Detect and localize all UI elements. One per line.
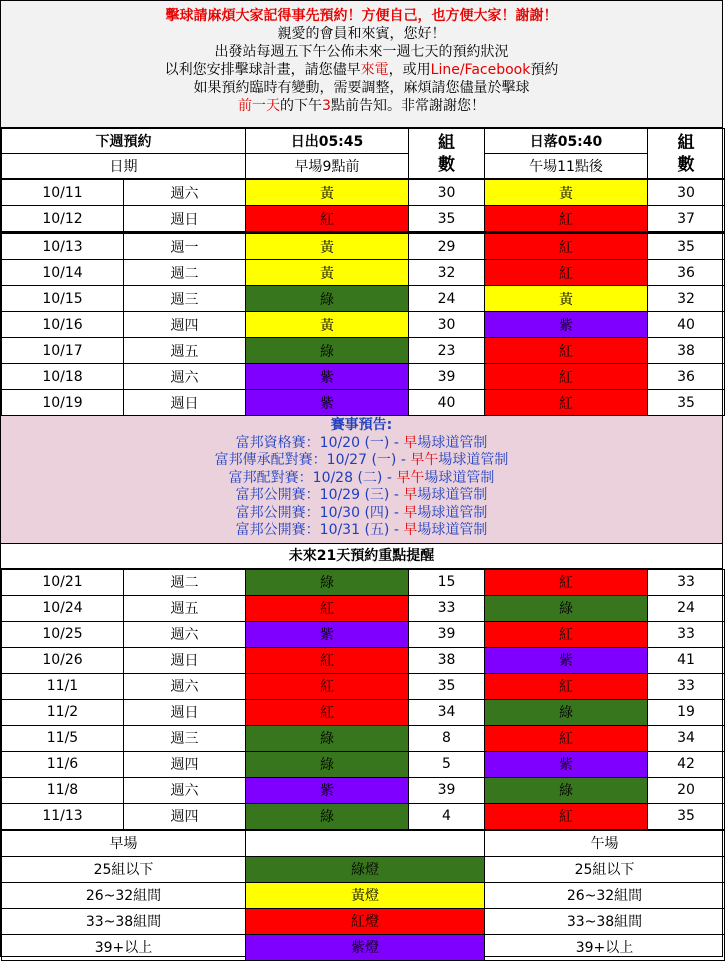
early-status-cell: 紅	[246, 595, 409, 621]
weekday-cell: 週四	[124, 803, 246, 829]
legend-am-range: 39+以上	[2, 934, 246, 960]
event-session: 早	[403, 522, 418, 538]
early-groups-cell: 40	[409, 390, 485, 416]
table-row	[2, 180, 725, 206]
table-row	[2, 569, 725, 595]
legend-am-title: 早場	[2, 830, 246, 856]
events-panel	[1, 416, 722, 544]
early-groups-cell: 34	[409, 699, 485, 725]
weekday-cell: 週一	[124, 233, 246, 260]
legend-pm-title: 午場	[485, 830, 725, 856]
weekday-cell: 週六	[124, 364, 246, 390]
notice-line-6	[1, 97, 722, 115]
late-status-cell: 黃	[485, 180, 648, 206]
legend-pm-range: 39+以上	[485, 934, 725, 960]
early-groups-cell: 29	[409, 233, 485, 260]
sunrise-label: 日出05:45	[246, 129, 409, 154]
date-cell: 10/14	[2, 260, 124, 286]
notice-highlight: 3	[322, 98, 331, 114]
late-groups-cell: 42	[648, 751, 725, 777]
late-groups-cell: 35	[648, 390, 725, 416]
event-session: 早	[403, 487, 418, 503]
event-session: 早	[403, 434, 418, 451]
legend-color-label: 紫燈	[246, 934, 485, 960]
late-groups-cell: 36	[648, 260, 725, 286]
event-item	[1, 435, 722, 453]
table-row	[2, 673, 725, 699]
late-status-cell: 紅	[485, 673, 648, 699]
future-table	[1, 569, 725, 830]
late-status-cell: 紅	[485, 803, 648, 829]
early-groups-cell: 30	[409, 180, 485, 206]
early-status-cell: 黃	[246, 180, 409, 206]
weekday-cell: 週五	[124, 595, 246, 621]
notice-text: 點前告知。非常謝謝您！	[330, 98, 485, 114]
weekday-cell: 週日	[124, 647, 246, 673]
early-status-cell: 紅	[246, 206, 409, 233]
legend-am-range: 33~38組間	[2, 908, 246, 934]
early-status-cell: 紫	[246, 364, 409, 390]
early-status-cell: 黃	[246, 260, 409, 286]
date-cell: 11/8	[2, 777, 124, 803]
late-status-cell: 紫	[485, 647, 648, 673]
notice-line-3: 出發站每週五下午公佈未來一週七天的預約狀況	[214, 44, 509, 60]
event-item	[1, 452, 722, 470]
event-item	[1, 487, 722, 505]
late-status-cell: 紅	[485, 233, 648, 260]
weekday-cell: 週二	[124, 260, 246, 286]
early-groups-cell: 32	[409, 260, 485, 286]
late-status-cell: 紅	[485, 621, 648, 647]
next-week-label: 下週預約	[2, 129, 246, 154]
weekday-cell: 週三	[124, 725, 246, 751]
early-status-cell: 紫	[246, 390, 409, 416]
late-groups-cell: 37	[648, 206, 725, 233]
weekday-cell: 週六	[124, 180, 246, 206]
late-groups-cell: 34	[648, 725, 725, 751]
table-row	[2, 286, 725, 312]
late-status-cell: 紫	[485, 751, 648, 777]
notice-text: 的下午	[280, 98, 323, 114]
early-status-cell: 黃	[246, 233, 409, 260]
notice-text: 預約	[530, 62, 559, 78]
legend-am-range: 26~32組間	[2, 882, 246, 908]
date-cell: 11/5	[2, 725, 124, 751]
late-status-cell: 黃	[485, 286, 648, 312]
week-header	[1, 128, 725, 179]
early-status-cell: 綠	[246, 803, 409, 829]
date-cell: 10/21	[2, 569, 124, 595]
late-status-cell: 紫	[485, 312, 648, 338]
early-groups-cell: 15	[409, 569, 485, 595]
legend-row	[2, 882, 725, 908]
late-status-cell: 紅	[485, 206, 648, 233]
table-row	[2, 206, 725, 233]
early-status-cell: 綠	[246, 569, 409, 595]
event-session: 早午	[410, 452, 439, 468]
event-rest: 場球道管制	[438, 452, 509, 468]
notice-line-4	[1, 61, 722, 79]
late-groups-cell: 30	[648, 180, 725, 206]
weekday-cell: 週六	[124, 777, 246, 803]
early-groups-cell: 39	[409, 777, 485, 803]
event-item	[1, 522, 722, 540]
early-groups-cell: 39	[409, 364, 485, 390]
table-row	[2, 751, 725, 777]
legend-pm-range: 26~32組間	[485, 882, 725, 908]
event-rest: 場球道管制	[417, 434, 488, 451]
date-cell: 10/12	[2, 206, 124, 233]
early-groups-cell: 33	[409, 595, 485, 621]
event-rest: 場球道管制	[424, 469, 495, 486]
early-session-label: 早場9點前	[246, 154, 409, 179]
late-groups-cell: 38	[648, 338, 725, 364]
legend-row	[2, 934, 725, 960]
table-row	[2, 390, 725, 416]
date-cell: 10/26	[2, 647, 124, 673]
table-row	[2, 364, 725, 390]
date-label: 日期	[2, 154, 246, 179]
legend-table	[1, 830, 725, 961]
legend-pm-range: 33~38組間	[485, 908, 725, 934]
table-row	[2, 699, 725, 725]
early-status-cell: 綠	[246, 286, 409, 312]
events-title: 賽事預告:	[330, 417, 393, 433]
date-cell: 11/2	[2, 699, 124, 725]
date-cell: 10/18	[2, 364, 124, 390]
weekday-cell: 週四	[124, 312, 246, 338]
date-cell: 10/19	[2, 390, 124, 416]
late-status-cell: 紅	[485, 725, 648, 751]
notice-highlight: Line/Facebook	[430, 62, 531, 78]
event-session: 早	[403, 504, 418, 521]
event-item	[1, 505, 722, 523]
early-groups-cell: 30	[409, 312, 485, 338]
late-status-cell: 綠	[485, 777, 648, 803]
date-cell: 11/6	[2, 751, 124, 777]
date-cell: 10/11	[2, 180, 124, 206]
early-groups-cell: 24	[409, 286, 485, 312]
late-status-cell: 紅	[485, 569, 648, 595]
table-row	[2, 233, 725, 260]
late-groups-cell: 20	[648, 777, 725, 803]
groups-header-pm	[648, 129, 725, 179]
late-session-label: 午場11點後	[485, 154, 648, 179]
event-name: 富邦資格賽：10/20 (一) -	[235, 434, 404, 451]
early-status-cell: 紅	[246, 699, 409, 725]
weekday-cell: 週日	[124, 699, 246, 725]
late-groups-cell: 35	[648, 233, 725, 260]
early-status-cell: 紅	[246, 673, 409, 699]
table-row	[2, 260, 725, 286]
legend-row	[2, 908, 725, 934]
late-groups-cell: 36	[648, 364, 725, 390]
legend-pm-range: 25組以下	[485, 856, 725, 882]
notice-highlight: 前一天	[238, 98, 281, 114]
legend-row	[2, 856, 725, 882]
groups-header-text: 組數	[438, 132, 455, 175]
weekday-cell: 週日	[124, 390, 246, 416]
late-status-cell: 綠	[485, 595, 648, 621]
weekday-cell: 週二	[124, 569, 246, 595]
late-groups-cell: 24	[648, 595, 725, 621]
event-name: 富邦配對賽：10/28 (二) -	[228, 469, 397, 486]
date-cell: 10/16	[2, 312, 124, 338]
event-name: 富邦公開賽：10/31 (五) -	[235, 522, 404, 538]
early-groups-cell: 38	[409, 647, 485, 673]
groups-header-am	[409, 129, 485, 179]
late-status-cell: 紅	[485, 390, 648, 416]
notice-text: 以利您安排擊球計畫，請您儘早	[164, 62, 361, 78]
weekday-cell: 週五	[124, 338, 246, 364]
early-status-cell: 黃	[246, 312, 409, 338]
notice-text: ，或用	[388, 62, 431, 78]
early-groups-cell: 39	[409, 621, 485, 647]
early-status-cell: 綠	[246, 751, 409, 777]
table-row	[2, 803, 725, 829]
notice-line-5: 如果預約臨時有變動，需要調整，麻煩請您儘量於擊球	[193, 80, 530, 96]
late-status-cell: 綠	[485, 699, 648, 725]
weekday-cell: 週六	[124, 673, 246, 699]
late-groups-cell: 32	[648, 286, 725, 312]
late-groups-cell: 40	[648, 312, 725, 338]
early-groups-cell: 35	[409, 206, 485, 233]
event-name: 富邦公開賽：10/29 (三) -	[235, 487, 404, 503]
table-row	[2, 777, 725, 803]
early-status-cell: 綠	[246, 338, 409, 364]
table-row	[2, 647, 725, 673]
events-list	[1, 435, 722, 540]
weekday-cell: 週四	[124, 751, 246, 777]
table-row	[2, 338, 725, 364]
notice-line-2: 親愛的會員和來賓，您好！	[277, 26, 446, 42]
groups-header-text: 組數	[677, 132, 695, 175]
event-rest: 場球道管制	[417, 522, 488, 538]
legend-blank	[246, 830, 485, 856]
early-status-cell: 紫	[246, 777, 409, 803]
date-cell: 10/17	[2, 338, 124, 364]
legend-color-label: 黃燈	[246, 882, 485, 908]
early-groups-cell: 5	[409, 751, 485, 777]
date-cell: 10/15	[2, 286, 124, 312]
event-rest: 場球道管制	[417, 504, 488, 521]
table-row	[2, 725, 725, 751]
late-groups-cell: 33	[648, 569, 725, 595]
event-name: 富邦傳承配對賽：10/27 (一) -	[214, 452, 411, 468]
week-table	[1, 179, 725, 416]
table-row	[2, 621, 725, 647]
legend-am-range: 25組以下	[2, 856, 246, 882]
late-status-cell: 紅	[485, 338, 648, 364]
weekday-cell: 週六	[124, 621, 246, 647]
late-status-cell: 紅	[485, 260, 648, 286]
notice-highlight: 來電	[360, 62, 389, 78]
early-status-cell: 綠	[246, 725, 409, 751]
late-groups-cell: 33	[648, 673, 725, 699]
early-groups-cell: 8	[409, 725, 485, 751]
event-rest: 場球道管制	[417, 487, 488, 503]
table-row	[2, 595, 725, 621]
weekday-cell: 週日	[124, 206, 246, 233]
early-status-cell: 紫	[246, 621, 409, 647]
early-groups-cell: 23	[409, 338, 485, 364]
date-cell: 11/1	[2, 673, 124, 699]
weekday-cell: 週三	[124, 286, 246, 312]
early-groups-cell: 35	[409, 673, 485, 699]
legend-color-label: 綠燈	[246, 856, 485, 882]
date-cell: 10/25	[2, 621, 124, 647]
event-session: 早午	[396, 469, 425, 486]
early-groups-cell: 4	[409, 803, 485, 829]
event-name: 富邦公開賽：10/30 (四) -	[235, 504, 404, 521]
table-row	[2, 312, 725, 338]
late-groups-cell: 41	[648, 647, 725, 673]
late-groups-cell: 35	[648, 803, 725, 829]
notice-line-1: 擊球請麻煩大家記得事先預約！方便自己，也方便大家！謝謝！	[165, 8, 558, 24]
notice-box	[1, 1, 722, 128]
early-status-cell: 紅	[246, 647, 409, 673]
late-status-cell: 紅	[485, 364, 648, 390]
date-cell: 10/13	[2, 233, 124, 260]
late-groups-cell: 33	[648, 621, 725, 647]
date-cell: 10/24	[2, 595, 124, 621]
future-title: 未來21天預約重點提醒	[1, 544, 722, 569]
event-item	[1, 470, 722, 488]
sunset-label: 日落05:40	[485, 129, 648, 154]
late-groups-cell: 19	[648, 699, 725, 725]
date-cell: 11/13	[2, 803, 124, 829]
legend-color-label: 紅燈	[246, 908, 485, 934]
